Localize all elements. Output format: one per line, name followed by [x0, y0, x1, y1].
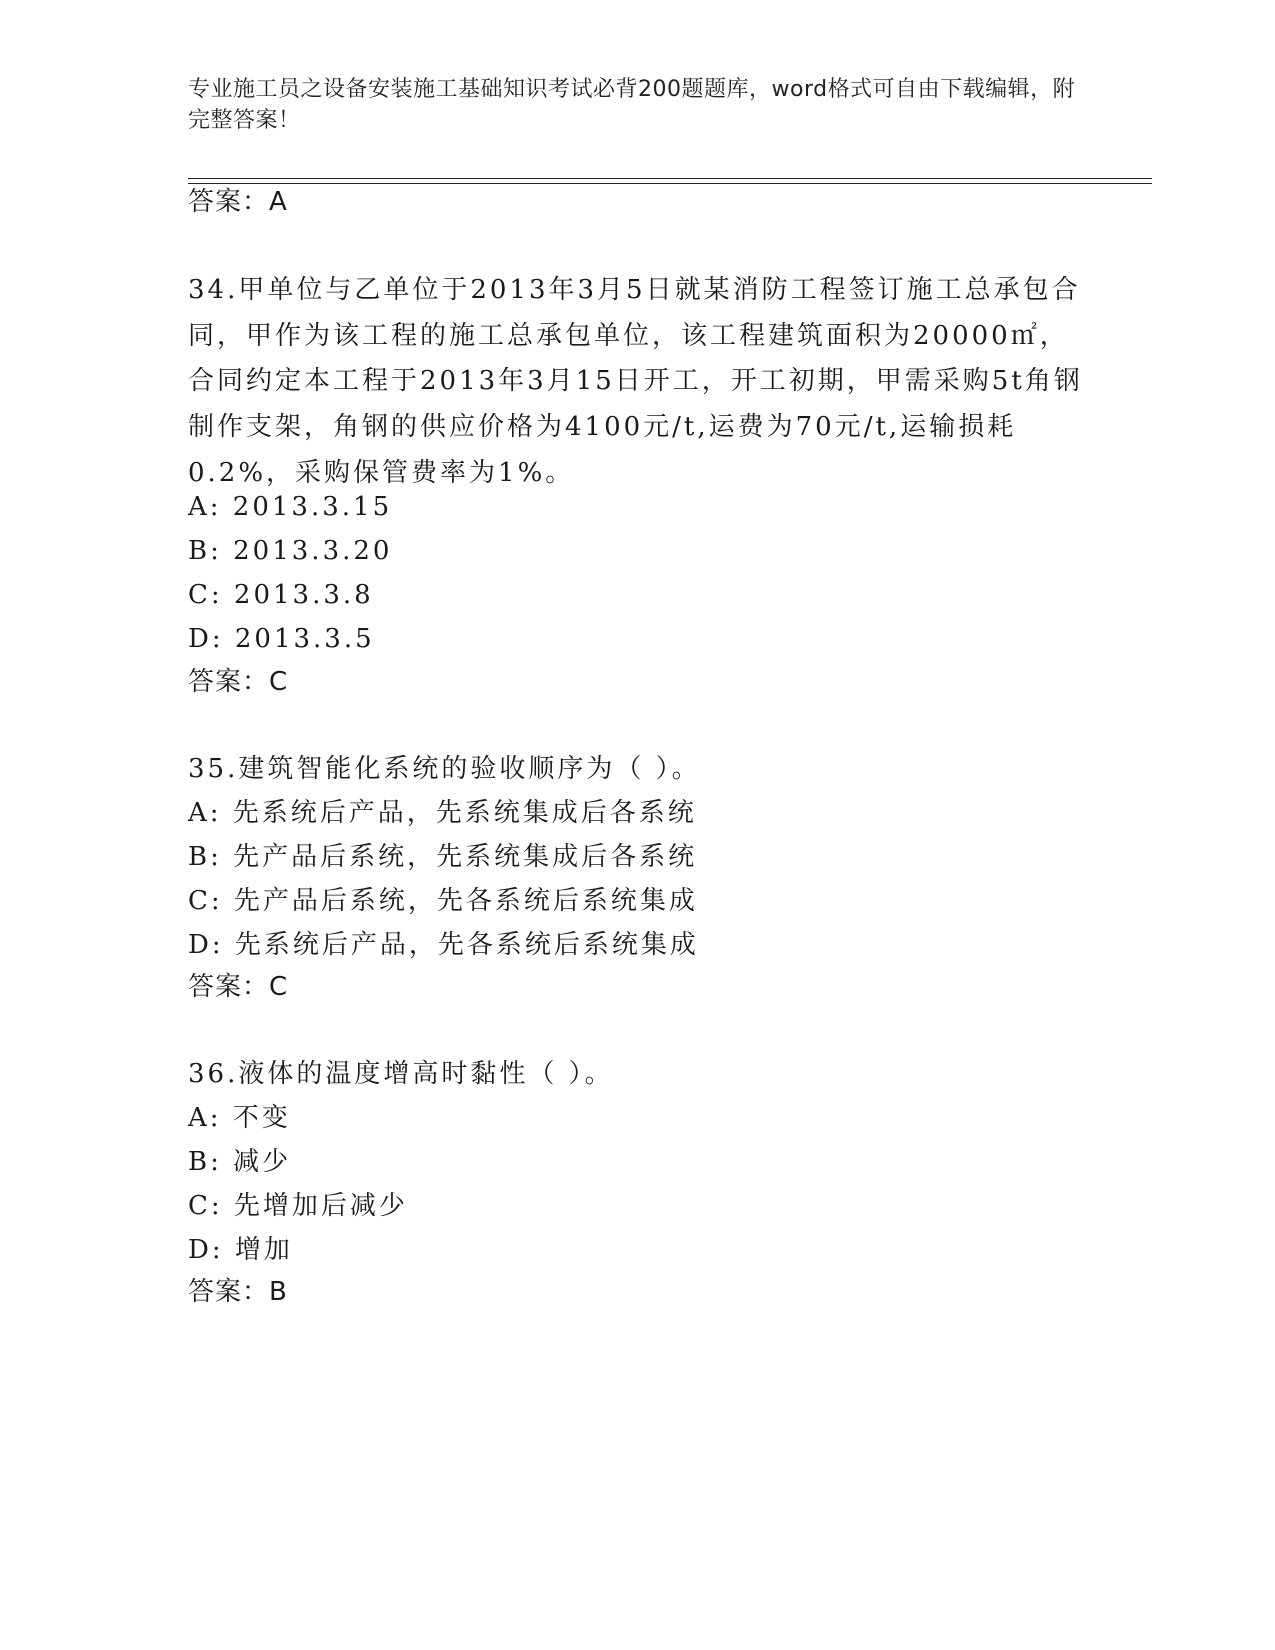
question-36-answer: 答案：B	[188, 1277, 288, 1307]
question-35-stem: 35.建筑智能化系统的验收顺序为（ ）。	[188, 754, 701, 784]
question-35-option-a: A: 先系统后产品，先系统集成后各系统	[188, 798, 697, 828]
question-36-option-d: D: 增加	[188, 1235, 293, 1265]
answer-prev: 答案：A	[188, 187, 288, 217]
document-header: 专业施工员之设备安装施工基础知识考试必背200题题库，word格式可自由下载编辑，附完整答案！	[188, 77, 1076, 133]
question-35-answer: 答案：C	[188, 972, 289, 1002]
header-rule-bottom	[188, 183, 1152, 184]
question-34-option-c: C: 2013.3.8	[188, 580, 374, 610]
question-36-stem: 36.液体的温度增高时黏性（ ）。	[188, 1059, 614, 1089]
question-34-option-a: A: 2013.3.15	[188, 492, 393, 522]
question-34-option-d: D: 2013.3.5	[188, 624, 375, 654]
question-35-option-c: C: 先产品后系统，先各系统后系统集成	[188, 886, 698, 916]
header-rule-top	[188, 178, 1152, 179]
question-34-stem: 34.甲单位与乙单位于2013年3月5日就某消防工程签订施工总承包合同，甲作为该工程的施工总承包单位，该工程建筑面积为20000㎡，合同约定本工程于2013年3月15日开工，开工初期，甲需采购5t角钢制作支架，角钢的供应价格为4100元/t,运费为70元/t,运输损耗0.2%，采购保管费率为1%。	[188, 275, 1083, 488]
question-36-option-a: A: 不变	[188, 1103, 291, 1133]
question-36-option-b: B: 减少	[188, 1147, 292, 1177]
question-35-option-b: B: 先产品后系统，先系统集成后各系统	[188, 842, 698, 872]
question-35-option-d: D: 先系统后产品，先各系统后系统集成	[188, 930, 699, 960]
question-36-option-c: C: 先增加后减少	[188, 1191, 408, 1221]
question-34-answer: 答案：C	[188, 667, 289, 697]
question-34-option-b: B: 2013.3.20	[188, 536, 393, 566]
